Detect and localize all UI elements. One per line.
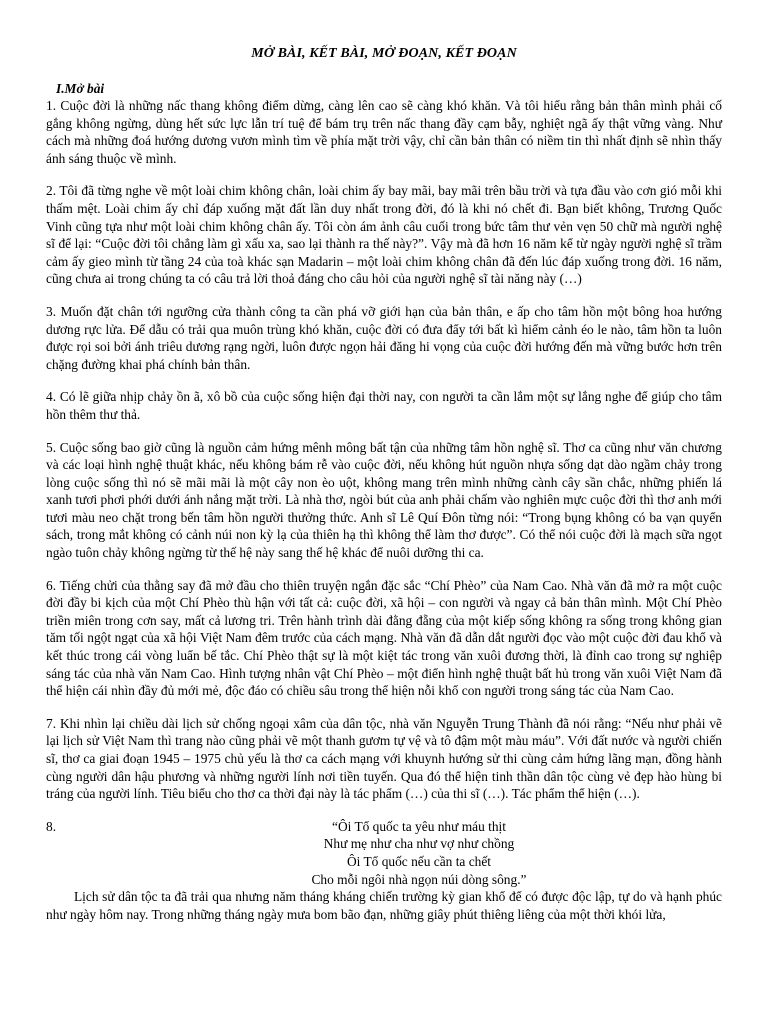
poem-line: “Ôi Tổ quốc ta yêu như máu thịt	[332, 818, 506, 834]
poem-lines	[46, 818, 722, 888]
section-heading: I.Mở bài	[56, 81, 105, 96]
paragraph-7: 7. Khi nhìn lại chiều dài lịch sử chống ngoại xâm của dân tộc, nhà văn Nguyễn Trung Thành đã nói rằng: “Nếu như phải vẽ lại lịch sử Việt Nam thì trang nào cũng phải vẽ một thanh gươm tự vệ và tô đậm một màu máu”. Với đất nước và người chiến sĩ, thơ ca giai đoạn 1945 – 1975 chủ yếu là thơ ca cách mạng với khuynh hướng sử thi cùng cảm hứng lãng mạn, đồng hành cùng người dân hậu phương và những người lính nơi tiền tuyến. Qua đó thể hiện tinh thần dân tộc cùng vẻ đẹp hào hùng bi tráng của người lính. Tiêu biểu cho thơ ca thời đại này là tác phẩm (…) của thi sĩ (…). Tác phẩm thể hiện (…).	[46, 715, 722, 802]
poem-line: Cho mỗi ngôi nhà ngọn núi dòng sông.”	[311, 871, 527, 887]
poem-number: 8.	[46, 818, 57, 834]
paragraph-1: 1. Cuộc đời là những nấc thang không điểm dừng, càng lên cao sẽ càng khó khăn. Và tôi hiểu rằng bản thân mình phải cố gắng không ngừng, dùng hết sức lực lẫn trí tuệ để bám trụ trên nấc thang đầy cạm bẫy, nghiệt ngã ấy thật vững vàng. Như cách mà những đoá hướng dương vươn mình tìm về phía mặt trời vậy, chỉ cần bản thân có niềm tin thì nhất định sẽ nhìn thấy ánh sáng thuộc về mình.	[46, 98, 722, 166]
poem-line: Như mẹ như cha như vợ như chồng	[323, 836, 515, 852]
paragraph-2: 2. Tôi đã từng nghe về một loài chim không chân, loài chim ấy bay mãi, bay mãi trên bầu trời và tựa đầu vào cơn gió mỗi khi thấm mệt. Loài chim ấy chỉ đáp xuống mặt đất lần duy nhất trong đời, đó là khi nó chết đi. Bạn biết không, Trương Quốc Vinh cũng tựa như một loài chim không chân ấy. Tôi còn ám ảnh câu cuối trong bức tâm thư vẻn vẹn 50 chữ mà người nghệ sĩ để lại: “Cuộc đời tôi chẳng làm gì xấu xa, sao lại thành ra thế này?”. Vậy mà đã hơn 16 năm kể từ ngày người nghệ sĩ trầm cảm ấy gieo mình từ tầng 24 của toà khác sạn Madarin – một loài chim không chân đã đến lúc đáp xuống trong đời. 16 năm, cũng chưa ai trong chúng ta có câu trả lời thoả đáng cho câu hỏi của người nghệ sĩ tài năng này (…)	[46, 183, 722, 287]
paragraph-6: 6. Tiếng chửi của thằng say đã mở đầu cho thiên truyện ngắn đặc sắc “Chí Phèo” của Nam Cao. Nhà văn đã mở ra một cuộc đời đầy bi kịch của một Chí Phèo thù hận với tất cả: cuộc đời, xã hội – con người và ngay cả bản thân mình. Một Chí Phèo triền miên trong cơn say, mất cả lương tri. Trên hành trình dài đằng đẵng của một kiếp sống không ra sống trong không gian tăm tối ngột ngạt của xã hội Việt Nam đêm trước của cách mạng. Nhà văn đã dẫn dắt người đọc vào một cuộc đời đau khổ và kết thúc trong cái vòng luẩn bế tắc. Chí Phèo thật sự là một kiệt tác trong văn xuôi đương thời, là đỉnh cao trong sự nghiệp sáng tác của nhà văn Nam Cao. Hình tượng nhân vật Chí Phèo – một điển hình nghệ thuật bất hủ trong văn xuôi Việt Nam đã thể hiện cái nhìn đầy đủ mới mẻ, độc đáo có chiều sâu trong thể hiện nỗi khổ con người trong sáng tác của Nam Cao.	[46, 577, 722, 699]
poem-line: Ôi Tổ quốc nếu cần ta chết	[346, 853, 492, 869]
poem-block	[46, 818, 722, 888]
paragraph-5: 5. Cuộc sống bao giờ cũng là nguồn cảm hứng mênh mông bất tận của những tâm hồn nghệ sĩ. Thơ ca cũng như văn chương và các loại hình nghệ thuật khác, nếu không bám rễ vào cuộc đời, nếu không hút nguồn nhựa sống dạt dào ngầm chảy trong lòng cuộc sống thì nó sẽ mãi mãi là một cây non èo uột, không mang trên mình những cành cây sần chắc, những phiến lá xanh tươi phơi phới dưới ánh nắng mặt trời. Là nhà thơ, ngòi bút của anh phải chấm vào nghiên mực cuộc đời thì thơ anh mới tươi màu neo chặt trong bến tâm hồn người thưởng thức. Anh sĩ Lê Quí Đôn từng nói: “Trong bụng không có ba vạn quyển sách, trong mắt không có cảnh núi non kỳ lạ của thiên hạ thì không thể làm thơ được”. Có thể nói cuộc đời là mạch sữa ngọt ngào tuôn chảy không ngừng từ thế hệ này sang thế hệ khác để nuôi dưỡng thi ca.	[46, 439, 722, 561]
paragraph-3: 3. Muốn đặt chân tới ngưỡng cửa thành công ta cần phá vỡ giới hạn của bản thân, e ấp cho tâm hồn một bông hoa hướng dương rực lửa. Để dẫu có trải qua muôn trùng khó khăn, cuộc đời có đưa đẩy tới bất kì hiểm cảnh éo le nào, tâm hồn ta luôn được rọi soi bởi ánh triêu dương rạng ngời, luôn được ngọn hải đăng hi vọng của cuộc đời hướng đến mà vững bước hơn trên chặng đường khai phá chính bản thân.	[46, 303, 722, 372]
document-title: MỞ BÀI, KẾT BÀI, MỞ ĐOẠN, KẾT ĐOẠN	[251, 46, 517, 61]
paragraph-4: 4. Có lẽ giữa nhịp chảy ồn ã, xô bồ của cuộc sống hiện đại thời nay, con người ta cần lắm một sự lắng nghe để giúp cho tâm hồn thêm thư thả.	[46, 389, 722, 422]
closing-paragraph: Lịch sử dân tộc ta đã trải qua nhưng năm tháng kháng chiến trường kỳ gian khổ để có được độc lập, tự do và hạnh phúc như ngày hôm nay. Trong những tháng ngày mưa bom bão đạn, những giây phút thiêng liêng của một thời khói lửa,	[46, 889, 722, 922]
